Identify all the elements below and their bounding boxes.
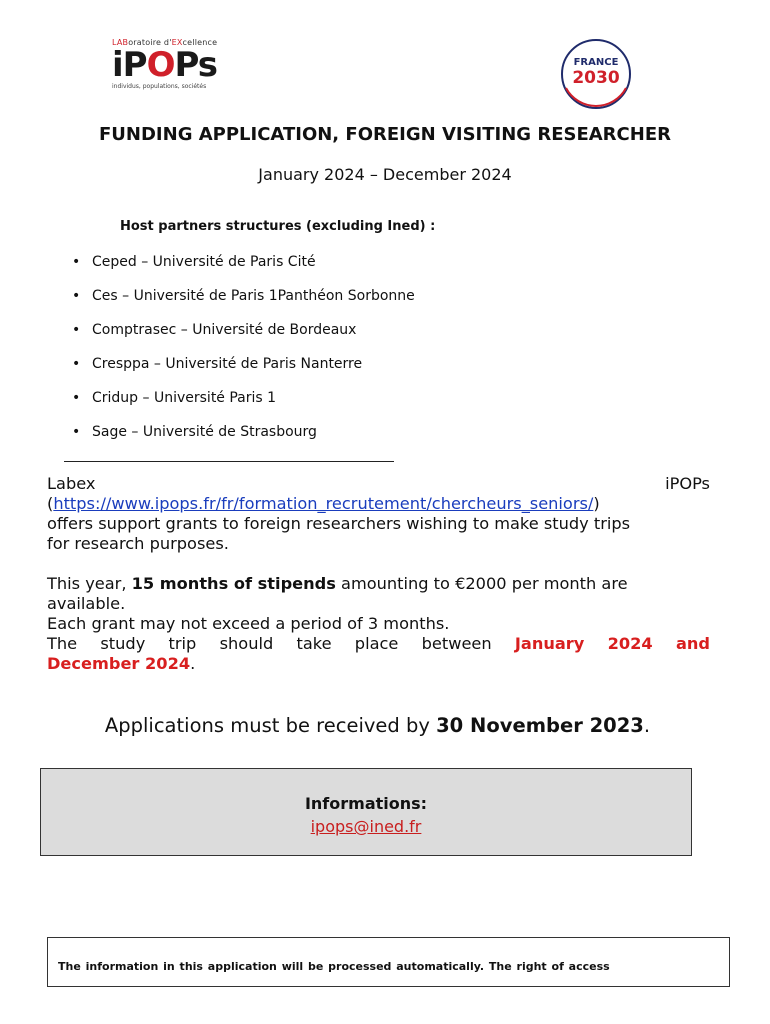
list-item: • Ceped – Université de Paris Cité xyxy=(72,253,415,287)
close-paren: ) xyxy=(593,494,600,513)
red-word: and xyxy=(675,634,710,653)
intro-paragraph xyxy=(47,474,710,554)
france-text: FRANCE xyxy=(573,57,619,68)
application-deadline xyxy=(0,714,755,737)
information-box xyxy=(40,768,692,856)
tagline-mid: oratoire d' xyxy=(128,38,172,47)
list-item: • Cridup – Université Paris 1 xyxy=(72,389,415,423)
stipends-line-5 xyxy=(47,654,710,674)
information-label: Informations: xyxy=(304,794,428,813)
stipends-paragraph xyxy=(47,574,710,674)
ipops-website-link[interactable]: https://www.ipops.fr/fr/formation_recrutement/chercheurs_seniors/ xyxy=(53,494,594,513)
word: study xyxy=(100,634,146,653)
word: should xyxy=(219,634,274,653)
stipends-line-3: Each grant may not exceed a period of 3 months. xyxy=(47,614,450,633)
funding-period: January 2024 – December 2024 xyxy=(258,165,512,184)
stipends-post: amounting to €2000 per month are xyxy=(335,574,628,593)
wordmark-o: O xyxy=(146,45,175,85)
list-item: • Cresppa – Université de Paris Nanterre xyxy=(72,355,415,389)
word: trip xyxy=(168,634,197,653)
intro-line-4: for research purposes. xyxy=(47,534,229,553)
deadline-date: 30 November 2023 xyxy=(436,714,644,737)
word: take xyxy=(296,634,332,653)
open-paren: ( xyxy=(47,494,54,513)
france-2030-emblem xyxy=(556,38,636,110)
processing-notice-text: The information in this application will be processed automatically. The right of access xyxy=(58,960,610,973)
list-item: • Ces – Université de Paris 1Panthéon Sorbonne xyxy=(72,287,415,321)
year-text: 2030 xyxy=(572,68,620,88)
word: place xyxy=(354,634,399,653)
host-partners-list xyxy=(72,253,415,457)
separator-line xyxy=(64,461,394,462)
word: The xyxy=(47,634,78,653)
tagline-accent-2: EX xyxy=(171,38,183,47)
tagline-end: cellence xyxy=(182,38,218,47)
stipends-pre: This year, xyxy=(47,574,132,593)
contact-email-link[interactable]: ipops@ined.fr xyxy=(310,817,422,836)
deadline-pre: Applications must be received by xyxy=(104,714,437,737)
word: between xyxy=(421,634,492,653)
ipops-logo xyxy=(112,38,222,100)
processing-notice-box xyxy=(47,937,730,987)
deadline-post: . xyxy=(643,714,651,737)
wordmark-end: Ps xyxy=(174,45,218,85)
end-date: December 2024 xyxy=(47,654,191,673)
list-item: • Comptrasec – Université de Bordeaux xyxy=(72,321,415,355)
period-dot: . xyxy=(190,654,196,673)
stipends-line-1 xyxy=(47,574,710,594)
wordmark-start: iP xyxy=(112,45,147,85)
labex-word: Labex xyxy=(47,474,96,493)
tagline-accent: LAB xyxy=(112,38,129,47)
stipends-line-4 xyxy=(47,634,710,654)
list-item: • Sage – Université de Strasbourg xyxy=(72,423,415,457)
intro-line-1 xyxy=(47,474,710,494)
ipops-logo-wordmark xyxy=(112,47,222,83)
stipends-count: 15 months of stipends xyxy=(131,574,336,593)
red-word: January xyxy=(514,634,585,653)
intro-line-3: offers support grants to foreign researchers wishing to make study trips xyxy=(47,514,631,533)
france-2030-logo xyxy=(556,38,636,110)
intro-line-2 xyxy=(47,494,710,514)
red-word: 2024 xyxy=(607,634,653,653)
document-title: FUNDING APPLICATION, FOREIGN VISITING RESEARCHER xyxy=(99,124,671,145)
ipops-word: iPOPs xyxy=(665,474,710,493)
stipends-line-2: available. xyxy=(47,594,126,613)
ipops-logo-subtitle: individus, populations, sociétés xyxy=(112,83,207,90)
host-partners-heading: Host partners structures (excluding Ined) : xyxy=(120,219,436,234)
